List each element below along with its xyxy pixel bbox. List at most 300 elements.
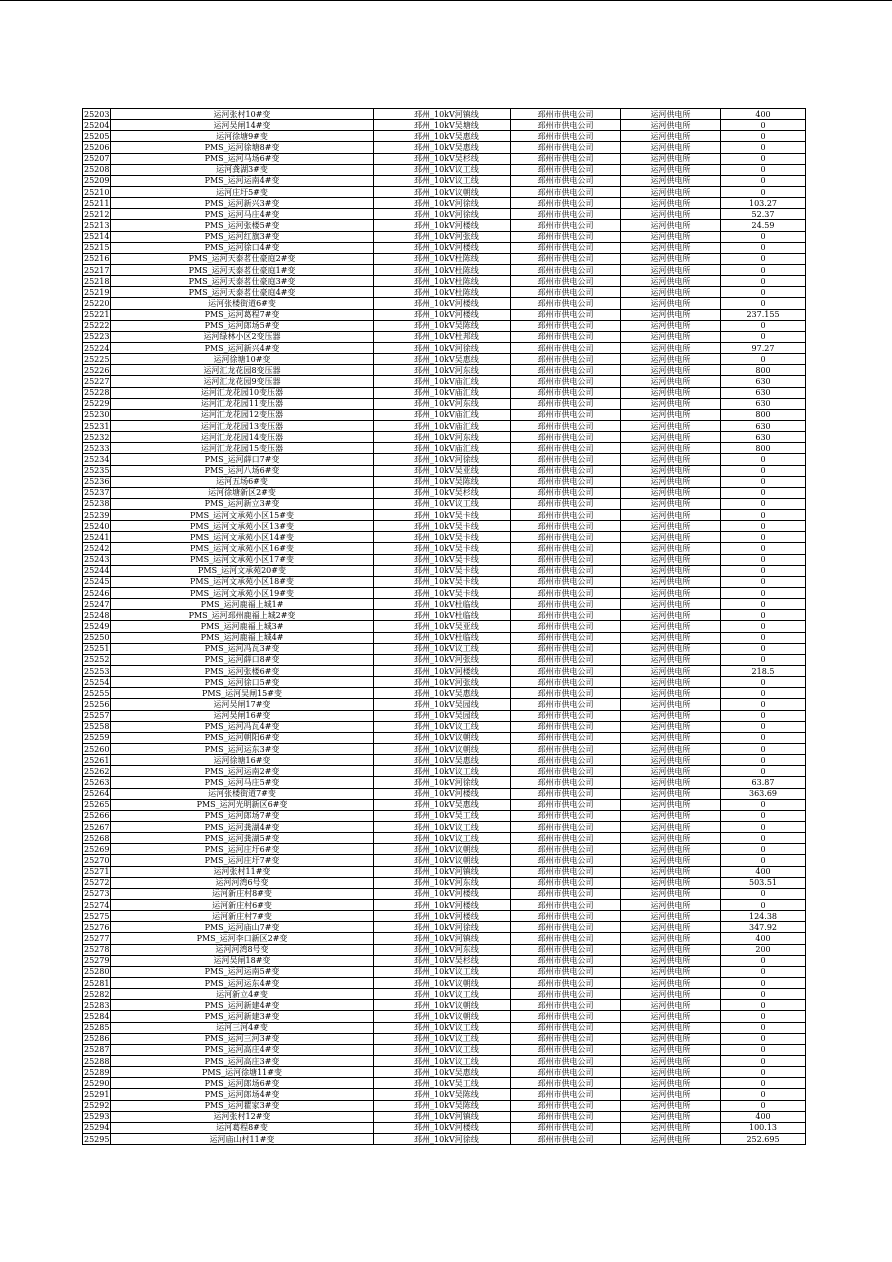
capacity-value-cell: 0 — [721, 164, 806, 175]
company-name-cell: 邳州市供电公司 — [511, 1000, 621, 1011]
table-row — [83, 398, 806, 409]
transformer-name-cell: 运河徐塘16#变 — [111, 755, 374, 766]
company-name-cell: 邳州市供电公司 — [511, 654, 621, 665]
capacity-value-cell: 0 — [721, 654, 806, 665]
table-row — [83, 1078, 806, 1089]
transformer-name-cell: PMS_运河新兴4#变 — [111, 342, 374, 353]
line-name-cell: 邳州_10kV河楼线 — [374, 1122, 511, 1133]
line-name-cell: 邳州_10kV河徐线 — [374, 454, 511, 465]
station-name-cell: 运河供电所 — [621, 977, 721, 988]
line-name-cell: 邳州_10kV庙汇线 — [374, 443, 511, 454]
transformer-name-cell: PMS_运河徐口5#变 — [111, 677, 374, 688]
capacity-value-cell: 0 — [721, 966, 806, 977]
company-name-cell: 邳州市供电公司 — [511, 487, 621, 498]
capacity-value-cell: 0 — [721, 510, 806, 521]
transformer-name-cell: PMS_运河鹿福上城4# — [111, 632, 374, 643]
table-row — [83, 1000, 806, 1011]
table-row — [83, 253, 806, 264]
transformer-name-cell: 运河庄圩5#变 — [111, 186, 374, 197]
line-name-cell: 邳州_10kV河东线 — [374, 877, 511, 888]
table-row — [83, 799, 806, 810]
station-name-cell: 运河供电所 — [621, 487, 721, 498]
station-name-cell: 运河供电所 — [621, 1122, 721, 1133]
line-name-cell: 邳州_10kV庙汇线 — [374, 376, 511, 387]
row-number-cell: 25226 — [84, 365, 110, 375]
company-name-cell: 邳州市供电公司 — [511, 944, 621, 955]
table-row — [83, 922, 806, 933]
station-name-cell: 运河供电所 — [621, 877, 721, 888]
line-name-cell: 邳州_10kV河东线 — [374, 398, 511, 409]
company-name-cell: 邳州市供电公司 — [511, 866, 621, 877]
line-name-cell: 邳州_10kV吴陈线 — [374, 320, 511, 331]
row-number-cell: 25233 — [84, 443, 110, 453]
station-name-cell: 运河供电所 — [621, 610, 721, 621]
company-name-cell: 邳州市供电公司 — [511, 465, 621, 476]
company-name-cell: 邳州市供电公司 — [511, 621, 621, 632]
company-name-cell: 邳州市供电公司 — [511, 532, 621, 543]
station-name-cell: 运河供电所 — [621, 253, 721, 264]
company-name-cell: 邳州市供电公司 — [511, 454, 621, 465]
row-number-cell: 25264 — [84, 789, 110, 799]
transformer-name-cell: PMS_运河徐口4#变 — [111, 242, 374, 253]
capacity-value-cell: 630 — [721, 376, 806, 387]
capacity-value-cell: 0 — [721, 621, 806, 632]
capacity-value-cell: 124.38 — [721, 911, 806, 922]
station-name-cell: 运河供电所 — [621, 220, 721, 231]
capacity-value-cell: 0 — [721, 287, 806, 298]
transformer-name-cell: PMS_运河文承苑小区15#变 — [111, 510, 374, 521]
station-name-cell: 运河供电所 — [621, 599, 721, 610]
table-row — [83, 1111, 806, 1122]
capacity-value-cell: 0 — [721, 955, 806, 966]
row-number-cell: 25263 — [84, 778, 110, 787]
company-name-cell: 邳州市供电公司 — [511, 955, 621, 966]
transformer-name-cell: PMS_运河瞿家3#变 — [111, 1100, 374, 1111]
row-number-cell: 25239 — [84, 510, 110, 520]
line-name-cell: 邳州_10kV河楼线 — [374, 242, 511, 253]
table-row — [83, 1133, 806, 1144]
line-name-cell: 邳州_10kV吴工线 — [374, 810, 511, 821]
line-name-cell: 邳州_10kV杜邦线 — [374, 331, 511, 342]
capacity-value-cell: 0 — [721, 120, 806, 131]
line-name-cell: 邳州_10kV议工线 — [374, 766, 511, 777]
company-name-cell: 邳州市供电公司 — [511, 498, 621, 509]
company-name-cell: 邳州市供电公司 — [511, 1100, 621, 1111]
table-row — [83, 309, 806, 320]
station-name-cell: 运河供电所 — [621, 788, 721, 799]
company-name-cell: 邳州市供电公司 — [511, 721, 621, 732]
row-number-cell: 25221 — [84, 310, 110, 320]
station-name-cell: 运河供电所 — [621, 476, 721, 487]
line-name-cell: 邳州_10kV吴陈线 — [374, 476, 511, 487]
station-name-cell: 运河供电所 — [621, 643, 721, 654]
company-name-cell: 邳州市供电公司 — [511, 844, 621, 855]
line-name-cell: 邳州_10kV吴卡线 — [374, 576, 511, 587]
capacity-value-cell: 0 — [721, 799, 806, 810]
station-name-cell: 运河供电所 — [621, 543, 721, 554]
row-number-cell: 25212 — [84, 209, 110, 219]
company-name-cell: 邳州市供电公司 — [511, 888, 621, 899]
capacity-value-cell: 0 — [721, 1022, 806, 1033]
station-name-cell: 运河供电所 — [621, 198, 721, 209]
table-row — [83, 877, 806, 888]
row-number-cell: 25224 — [84, 343, 110, 353]
line-name-cell: 邳州_10kV议工线 — [374, 822, 511, 833]
capacity-value-cell: 630 — [721, 432, 806, 443]
station-name-cell: 运河供电所 — [621, 1089, 721, 1100]
station-name-cell: 运河供电所 — [621, 955, 721, 966]
company-name-cell: 邳州市供电公司 — [511, 186, 621, 197]
station-name-cell: 运河供电所 — [621, 153, 721, 164]
capacity-value-cell: 503.51 — [721, 877, 806, 888]
transformer-name-cell: 运河吴闸17#变 — [111, 699, 374, 710]
capacity-value-cell: 400 — [721, 933, 806, 944]
company-name-cell: 邳州市供电公司 — [511, 744, 621, 755]
table-row — [83, 632, 806, 643]
line-name-cell: 邳州_10kV庙汇线 — [374, 387, 511, 398]
transformer-name-cell: PMS_运河三河3#变 — [111, 1033, 374, 1044]
row-number-cell: 25204 — [84, 120, 110, 130]
station-name-cell: 运河供电所 — [621, 354, 721, 365]
table-row — [83, 465, 806, 476]
station-name-cell: 运河供电所 — [621, 131, 721, 142]
table-row — [83, 220, 806, 231]
table-row — [83, 231, 806, 242]
station-name-cell: 运河供电所 — [621, 432, 721, 443]
transformer-name-cell: 运河河湾8号变 — [111, 944, 374, 955]
station-name-cell: 运河供电所 — [621, 666, 721, 677]
line-name-cell: 邳州_10kV吴惠线 — [374, 688, 511, 699]
line-name-cell: 邳州_10kV吴惠线 — [374, 755, 511, 766]
transformer-name-cell: PMS_运河光明新区6#变 — [111, 799, 374, 810]
table-row — [83, 432, 806, 443]
row-number-cell: 25238 — [84, 499, 110, 509]
row-number-cell: 25234 — [84, 454, 110, 464]
transformer-name-cell: 运河吴闸16#变 — [111, 710, 374, 721]
line-name-cell: 邳州_10kV杜临线 — [374, 632, 511, 643]
row-number-cell: 25256 — [84, 700, 110, 710]
company-name-cell: 邳州市供电公司 — [511, 933, 621, 944]
transformer-name-cell: PMS_运河冯瓦3#变 — [111, 643, 374, 654]
table-row — [83, 443, 806, 454]
station-name-cell: 运河供电所 — [621, 398, 721, 409]
transformer-name-cell: PMS_运河运南2#变 — [111, 766, 374, 777]
table-row — [83, 833, 806, 844]
row-number-cell: 25240 — [84, 521, 110, 531]
company-name-cell: 邳州市供电公司 — [511, 320, 621, 331]
line-name-cell: 邳州_10kV议朝线 — [374, 977, 511, 988]
capacity-value-cell: 103.27 — [721, 198, 806, 209]
transformer-name-cell: PMS_运河徐塘11#变 — [111, 1067, 374, 1078]
row-number-cell: 25215 — [84, 243, 110, 253]
company-name-cell: 邳州市供电公司 — [511, 1122, 621, 1133]
station-name-cell: 运河供电所 — [621, 944, 721, 955]
table-row — [83, 554, 806, 565]
station-name-cell: 运河供电所 — [621, 810, 721, 821]
row-number-cell: 25209 — [84, 176, 110, 186]
company-name-cell: 邳州市供电公司 — [511, 409, 621, 420]
row-number-cell: 25208 — [84, 165, 110, 175]
table-row — [83, 766, 806, 777]
table-row — [83, 131, 806, 142]
row-number-cell: 25284 — [84, 1011, 110, 1021]
line-name-cell: 邳州_10kV吴工线 — [374, 1078, 511, 1089]
table-row — [83, 409, 806, 420]
company-name-cell: 邳州市供电公司 — [511, 342, 621, 353]
station-name-cell: 运河供电所 — [621, 142, 721, 153]
line-name-cell: 邳州_10kV吴卡线 — [374, 588, 511, 599]
line-name-cell: 邳州_10kV河楼线 — [374, 888, 511, 899]
station-name-cell: 运河供电所 — [621, 175, 721, 186]
line-name-cell: 邳州_10kV吴卡线 — [374, 510, 511, 521]
station-name-cell: 运河供电所 — [621, 1078, 721, 1089]
station-name-cell: 运河供电所 — [621, 164, 721, 175]
row-number-cell: 25249 — [84, 622, 110, 632]
station-name-cell: 运河供电所 — [621, 732, 721, 743]
station-name-cell: 运河供电所 — [621, 833, 721, 844]
company-name-cell: 邳州市供电公司 — [511, 242, 621, 253]
table-row — [83, 276, 806, 287]
table-row — [83, 331, 806, 342]
table-row — [83, 420, 806, 431]
company-name-cell: 邳州市供电公司 — [511, 521, 621, 532]
table-row — [83, 855, 806, 866]
transformer-name-cell: PMS_运河郎场7#变 — [111, 810, 374, 821]
transformer-table — [82, 108, 806, 1145]
line-name-cell: 邳州_10kV议朝线 — [374, 855, 511, 866]
capacity-value-cell: 0 — [721, 554, 806, 565]
row-number-cell: 25237 — [84, 488, 110, 498]
row-number-cell: 25290 — [84, 1078, 110, 1088]
transformer-name-cell: PMS_运河文承苑小区18#变 — [111, 576, 374, 587]
company-name-cell: 邳州市供电公司 — [511, 699, 621, 710]
station-name-cell: 运河供电所 — [621, 443, 721, 454]
company-name-cell: 邳州市供电公司 — [511, 688, 621, 699]
capacity-value-cell: 0 — [721, 855, 806, 866]
company-name-cell: 邳州市供电公司 — [511, 1089, 621, 1100]
station-name-cell: 运河供电所 — [621, 777, 721, 788]
row-number-cell: 25235 — [84, 466, 110, 476]
capacity-value-cell: 800 — [721, 365, 806, 376]
transformer-name-cell: PMS_运河郎场4#变 — [111, 1089, 374, 1100]
transformer-name-cell: PMS_运河郎场6#变 — [111, 1078, 374, 1089]
table-row — [83, 654, 806, 665]
transformer-name-cell: PMS_运河庄圩6#变 — [111, 844, 374, 855]
table-row — [83, 977, 806, 988]
table-row — [83, 755, 806, 766]
row-number-cell: 25248 — [84, 610, 110, 620]
company-name-cell: 邳州市供电公司 — [511, 732, 621, 743]
station-name-cell: 运河供电所 — [621, 465, 721, 476]
station-name-cell: 运河供电所 — [621, 1111, 721, 1122]
table-row — [83, 175, 806, 186]
table-row — [83, 120, 806, 131]
station-name-cell: 运河供电所 — [621, 209, 721, 220]
station-name-cell: 运河供电所 — [621, 1133, 721, 1144]
station-name-cell: 运河供电所 — [621, 1100, 721, 1111]
transformer-name-cell: 运河龚湖3#变 — [111, 164, 374, 175]
company-name-cell: 邳州市供电公司 — [511, 565, 621, 576]
transformer-name-cell: PMS_运河运南5#变 — [111, 966, 374, 977]
company-name-cell: 邳州市供电公司 — [511, 610, 621, 621]
row-number-cell: 25222 — [84, 321, 110, 331]
station-name-cell: 运河供电所 — [621, 1011, 721, 1022]
company-name-cell: 邳州市供电公司 — [511, 822, 621, 833]
transformer-name-cell: PMS_运河高庄4#变 — [111, 1044, 374, 1055]
capacity-value-cell: 0 — [721, 142, 806, 153]
line-name-cell: 邳州_10kV庙汇线 — [374, 409, 511, 420]
transformer-name-cell: PMS_运河新建4#变 — [111, 1000, 374, 1011]
station-name-cell: 运河供电所 — [621, 588, 721, 599]
company-name-cell: 邳州市供电公司 — [511, 198, 621, 209]
station-name-cell: 运河供电所 — [621, 298, 721, 309]
transformer-name-cell: PMS_运河天泰茗仕豪庭3#变 — [111, 276, 374, 287]
capacity-value-cell: 0 — [721, 732, 806, 743]
row-number-cell: 25210 — [84, 187, 110, 197]
capacity-value-cell: 0 — [721, 744, 806, 755]
transformer-name-cell: PMS_运河庙山7#变 — [111, 922, 374, 933]
row-number-cell: 25232 — [84, 432, 110, 442]
station-name-cell: 运河供电所 — [621, 866, 721, 877]
transformer-name-cell: PMS_运河葛程7#变 — [111, 309, 374, 320]
station-name-cell: 运河供电所 — [621, 387, 721, 398]
line-name-cell: 邳州_10kV议工线 — [374, 833, 511, 844]
capacity-value-cell: 0 — [721, 899, 806, 910]
line-name-cell: 邳州_10kV吴卡线 — [374, 521, 511, 532]
row-number-cell: 25293 — [84, 1112, 110, 1122]
table-row — [83, 721, 806, 732]
capacity-value-cell: 0 — [721, 1089, 806, 1100]
company-name-cell: 邳州市供电公司 — [511, 142, 621, 153]
capacity-value-cell: 0 — [721, 487, 806, 498]
capacity-value-cell: 0 — [721, 354, 806, 365]
capacity-value-cell: 0 — [721, 521, 806, 532]
company-name-cell: 邳州市供电公司 — [511, 877, 621, 888]
row-number-cell: 25268 — [84, 833, 110, 843]
capacity-value-cell: 0 — [721, 231, 806, 242]
company-name-cell: 邳州市供电公司 — [511, 1044, 621, 1055]
station-name-cell: 运河供电所 — [621, 710, 721, 721]
company-name-cell: 邳州市供电公司 — [511, 298, 621, 309]
company-name-cell: 邳州市供电公司 — [511, 833, 621, 844]
table-row — [83, 1067, 806, 1078]
transformer-name-cell: PMS_运河马场6#变 — [111, 153, 374, 164]
line-name-cell: 邳州_10kV议工线 — [374, 1055, 511, 1066]
capacity-value-cell: 0 — [721, 253, 806, 264]
transformer-name-cell: 运河河湾6号变 — [111, 877, 374, 888]
station-name-cell: 运河供电所 — [621, 1033, 721, 1044]
capacity-value-cell: 0 — [721, 498, 806, 509]
transformer-name-cell: PMS_运河龚湖4#变 — [111, 822, 374, 833]
line-name-cell: 邳州_10kV河镇线 — [374, 866, 511, 877]
line-name-cell: 邳州_10kV吴卡线 — [374, 565, 511, 576]
capacity-value-cell: 0 — [721, 264, 806, 275]
station-name-cell: 运河供电所 — [621, 922, 721, 933]
transformer-name-cell: PMS_运河天泰茗仕豪庭2#变 — [111, 253, 374, 264]
line-name-cell: 邳州_10kV河楼线 — [374, 666, 511, 677]
company-name-cell: 邳州市供电公司 — [511, 432, 621, 443]
station-name-cell: 运河供电所 — [621, 888, 721, 899]
row-number-cell: 25217 — [84, 265, 110, 275]
line-name-cell: 邳州_10kV河徐线 — [374, 209, 511, 220]
row-number-cell: 25243 — [84, 555, 110, 565]
table-row — [83, 844, 806, 855]
row-number-cell: 25253 — [84, 666, 110, 676]
line-name-cell: 邳州_10kV河徐线 — [374, 342, 511, 353]
capacity-value-cell: 0 — [721, 710, 806, 721]
line-name-cell: 邳州_10kV河楼线 — [374, 911, 511, 922]
table-row — [83, 677, 806, 688]
line-name-cell: 邳州_10kV议工线 — [374, 164, 511, 175]
line-name-cell: 邳州_10kV吴园线 — [374, 710, 511, 721]
line-name-cell: 邳州_10kV河徐线 — [374, 777, 511, 788]
station-name-cell: 运河供电所 — [621, 264, 721, 275]
capacity-value-cell: 630 — [721, 387, 806, 398]
line-name-cell: 邳州_10kV吴惠线 — [374, 142, 511, 153]
table-row — [83, 699, 806, 710]
table-row — [83, 1122, 806, 1133]
row-number-cell: 25229 — [84, 399, 110, 409]
capacity-value-cell: 0 — [721, 298, 806, 309]
company-name-cell: 邳州市供电公司 — [511, 131, 621, 142]
table-row — [83, 599, 806, 610]
line-name-cell: 邳州_10kV吴杉线 — [374, 153, 511, 164]
transformer-name-cell: PMS_运河吴闸15#变 — [111, 688, 374, 699]
transformer-name-cell: PMS_运河运东4#变 — [111, 977, 374, 988]
capacity-value-cell: 0 — [721, 175, 806, 186]
company-name-cell: 邳州市供电公司 — [511, 766, 621, 777]
line-name-cell: 邳州_10kV议朝线 — [374, 732, 511, 743]
line-name-cell: 邳州_10kV河徐线 — [374, 198, 511, 209]
company-name-cell: 邳州市供电公司 — [511, 599, 621, 610]
station-name-cell: 运河供电所 — [621, 688, 721, 699]
line-name-cell: 邳州_10kV杜陈线 — [374, 276, 511, 287]
row-number-cell: 25250 — [84, 633, 110, 643]
transformer-name-cell: PMS_运河薛口7#变 — [111, 454, 374, 465]
row-number-cell: 25254 — [84, 677, 110, 687]
table-row — [83, 710, 806, 721]
line-name-cell: 邳州_10kV议工线 — [374, 1044, 511, 1055]
line-name-cell: 邳州_10kV河徐线 — [374, 1133, 511, 1144]
table-row — [83, 643, 806, 654]
transformer-name-cell: 运河张楼街道6#变 — [111, 298, 374, 309]
transformer-name-cell: PMS_运河文承苑小区16#变 — [111, 543, 374, 554]
company-name-cell: 邳州市供电公司 — [511, 1078, 621, 1089]
company-name-cell: 邳州市供电公司 — [511, 1055, 621, 1066]
line-name-cell: 邳州_10kV庙汇线 — [374, 420, 511, 431]
row-number-cell: 25258 — [84, 722, 110, 732]
station-name-cell: 运河供电所 — [621, 844, 721, 855]
company-name-cell: 邳州市供电公司 — [511, 365, 621, 376]
line-name-cell: 邳州_10kV河张线 — [374, 654, 511, 665]
row-number-cell: 25279 — [84, 956, 110, 966]
capacity-value-cell: 800 — [721, 443, 806, 454]
table-row — [83, 565, 806, 576]
table-row — [83, 1022, 806, 1033]
transformer-name-cell: PMS_运河运东3#变 — [111, 744, 374, 755]
station-name-cell: 运河供电所 — [621, 621, 721, 632]
capacity-value-cell: 400 — [721, 109, 806, 120]
station-name-cell: 运河供电所 — [621, 331, 721, 342]
line-name-cell: 邳州_10kV河楼线 — [374, 220, 511, 231]
capacity-value-cell: 0 — [721, 977, 806, 988]
company-name-cell: 邳州市供电公司 — [511, 977, 621, 988]
line-name-cell: 邳州_10kV河东线 — [374, 432, 511, 443]
transformer-name-cell: 运河吴闸18#变 — [111, 955, 374, 966]
table-row — [83, 164, 806, 175]
company-name-cell: 邳州市供电公司 — [511, 164, 621, 175]
station-name-cell: 运河供电所 — [621, 799, 721, 810]
